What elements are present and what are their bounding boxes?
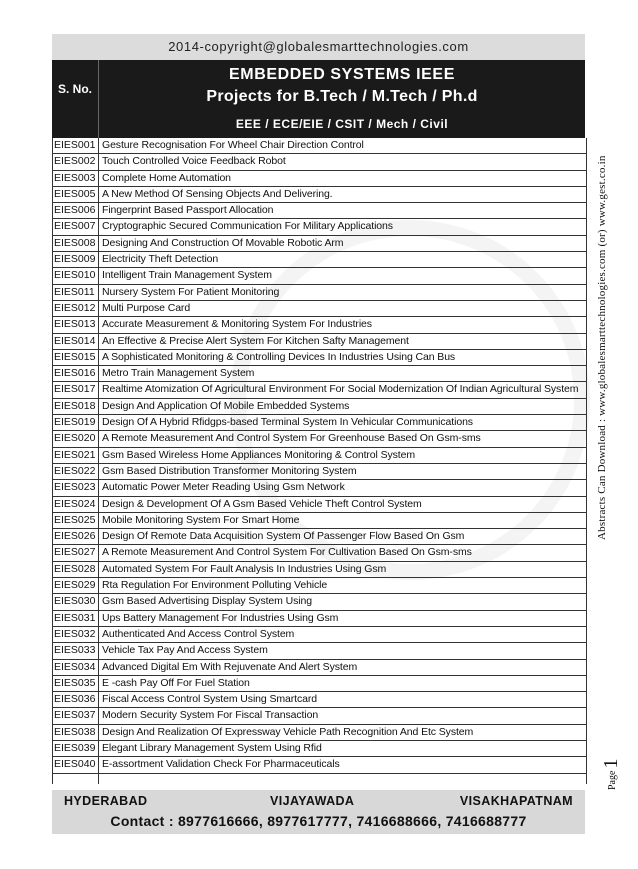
project-code: EIES011: [53, 285, 99, 300]
table-row: [53, 219, 586, 235]
project-title: Elegant Library Management System Using Rfid: [102, 741, 322, 754]
project-title: Gsm Based Distribution Transformer Monitoring System: [102, 464, 357, 477]
project-title: Design Of A Hybrid Rfidgps-based Terminal System In Vehicular Communications: [102, 416, 473, 429]
project-title: Rta Regulation For Environment Polluting Vehicle: [102, 579, 328, 592]
project-title: Gesture Recognisation For Wheel Chair Direction Control: [102, 139, 364, 151]
project-title: Realtime Atomization Of Agricultural Environment For Social Modernization Of Indian Agricultural System: [102, 383, 579, 396]
table-row: [53, 643, 586, 659]
project-title: Design And Application Of Mobile Embedded Systems: [102, 399, 350, 412]
project-code: EIES024: [53, 497, 99, 512]
table-row: [53, 692, 586, 708]
table-row: [53, 497, 586, 513]
project-code: EIES014: [53, 334, 99, 349]
project-code: EIES029: [53, 578, 99, 593]
project-code: EIES012: [53, 301, 99, 316]
document-title: EMBEDDED SYSTEMS IEEE: [229, 66, 455, 83]
table-row: [53, 431, 586, 447]
table-row: [53, 741, 586, 757]
table-row: [53, 562, 586, 578]
project-title: Designing And Construction Of Movable Robotic Arm: [102, 236, 344, 249]
page-word: Page: [607, 770, 618, 790]
project-title: Cryptographic Secured Communication For Military Applications: [102, 220, 393, 233]
project-code: EIES039: [53, 741, 99, 756]
table-row: [53, 757, 586, 773]
table-row: [53, 382, 586, 398]
copyright-banner: 2014-copyright@globalesmarttechnologies.com: [52, 34, 585, 60]
project-title: Complete Home Automation: [102, 171, 231, 184]
project-title: Metro Train Management System: [102, 367, 255, 380]
project-code: EIES015: [53, 350, 99, 365]
project-title: Automated System For Fault Analysis In Industries Using Gsm: [102, 562, 387, 575]
project-code: EIES007: [53, 219, 99, 234]
project-code: EIES020: [53, 431, 99, 446]
project-title: Gsm Based Wireless Home Appliances Monitoring & Control System: [102, 448, 416, 461]
project-title: Touch Controlled Voice Feedback Robot: [102, 155, 286, 168]
table-row: [53, 350, 586, 366]
page-number-label: [600, 730, 623, 790]
city-visakhapatnam: VISAKHAPATNAM: [459, 794, 573, 808]
project-code: EIES008: [53, 236, 99, 251]
table-row: [53, 464, 586, 480]
project-code: EIES028: [53, 562, 99, 577]
table-row-blank: [53, 774, 586, 784]
project-title: Electricity Theft Detection: [102, 253, 219, 266]
document-subtitle: Projects for B.Tech / M.Tech / Ph.d: [206, 88, 478, 105]
project-code: EIES013: [53, 317, 99, 332]
project-code: EIES001: [53, 138, 99, 153]
project-code: EIES027: [53, 545, 99, 560]
table-row: [53, 513, 586, 529]
branches-line: EEE / ECE/EIE / CSIT / Mech / Civil: [235, 117, 449, 131]
table-row: [53, 708, 586, 724]
table-row: [53, 252, 586, 268]
table-row: [53, 301, 586, 317]
table-row: [53, 366, 586, 382]
table-row: [53, 317, 586, 333]
table-row: [53, 399, 586, 415]
table-row: [53, 725, 586, 741]
sno-column-header: S. No.: [57, 82, 92, 96]
table-row: [53, 660, 586, 676]
project-code: EIES006: [53, 203, 99, 218]
table-row: [53, 611, 586, 627]
project-title: Design & Development Of A Gsm Based Vehicle Theft Control System: [102, 497, 422, 510]
project-title: A New Method Of Sensing Objects And Delivering.: [102, 187, 333, 200]
project-code: EIES021: [53, 448, 99, 463]
table-row: [53, 627, 586, 643]
project-title: Vehicle Tax Pay And Access System: [102, 644, 268, 657]
project-title: Authenticated And Access Control System: [102, 627, 295, 640]
project-code: EIES026: [53, 529, 99, 544]
page-number: 1: [600, 758, 622, 769]
project-title: Automatic Power Meter Reading Using Gsm Network: [102, 481, 345, 494]
project-code: EIES035: [53, 676, 99, 691]
contact-numbers: Contact : 8977616666, 8977617777, 7416688666, 7416688777: [110, 813, 527, 829]
project-title: Mobile Monitoring System For Smart Home: [102, 513, 300, 526]
project-title: Fiscal Access Control System Using Smartcard: [102, 693, 317, 706]
table-row: [53, 171, 586, 187]
table-row: [53, 334, 586, 350]
project-title-empty: [99, 774, 586, 784]
project-title: Design Of Remote Data Acquisition System Of Passenger Flow Based On Gsm: [102, 530, 465, 543]
table-row: [53, 187, 586, 203]
project-title: E -cash Pay Off For Fuel Station: [102, 676, 250, 689]
city-hyderabad: HYDERABAD: [64, 794, 148, 808]
table-row: [53, 594, 586, 610]
table-row: [53, 545, 586, 561]
project-title: An Effective & Precise Alert System For Kitchen Safty Management: [102, 334, 409, 347]
project-title: Accurate Measurement & Monitoring System For Industries: [102, 318, 372, 331]
project-code-empty: [53, 774, 99, 784]
project-code: EIES002: [53, 154, 99, 169]
project-code: EIES022: [53, 464, 99, 479]
table-row: [53, 203, 586, 219]
project-title: Ups Battery Management For Industries Using Gsm: [102, 611, 339, 624]
project-title: Multi Purpose Card: [102, 301, 191, 314]
project-title: Design And Realization Of Expressway Vehicle Path Recognition And Etc System: [102, 725, 474, 738]
project-code: EIES010: [53, 268, 99, 283]
table-row: [53, 154, 586, 170]
project-code: EIES018: [53, 399, 99, 414]
table-row: [53, 268, 586, 284]
project-code: EIES038: [53, 725, 99, 740]
project-code: EIES005: [53, 187, 99, 202]
project-code: EIES040: [53, 757, 99, 772]
project-code: EIES019: [53, 415, 99, 430]
table-row: [53, 448, 586, 464]
table-row: [53, 285, 586, 301]
project-code: EIES003: [53, 171, 99, 186]
project-title: A Remote Measurement And Control System For Greenhouse Based On Gsm-sms: [102, 432, 481, 445]
project-code: EIES023: [53, 480, 99, 495]
project-code: EIES017: [53, 382, 99, 397]
project-title: Intelligent Train Management System: [102, 269, 272, 282]
project-code: EIES032: [53, 627, 99, 642]
project-title: A Remote Measurement And Control System For Cultivation Based On Gsm-sms: [102, 546, 472, 559]
project-code: EIES025: [53, 513, 99, 528]
download-side-text: Abstracts Can Download : www.globalesmarttechnologies.com (or) www.gest.co.in: [596, 155, 608, 540]
project-code: EIES031: [53, 611, 99, 626]
table-row: [53, 138, 586, 154]
project-title: Modern Security System For Fiscal Transaction: [102, 709, 319, 722]
table-row: [53, 529, 586, 545]
project-code: EIES036: [53, 692, 99, 707]
project-code: EIES016: [53, 366, 99, 381]
projects-table: [52, 138, 587, 784]
project-code: EIES034: [53, 660, 99, 675]
project-title: E-assortment Validation Check For Pharmaceuticals: [102, 758, 340, 771]
table-row: [53, 415, 586, 431]
table-header: [52, 60, 585, 138]
project-title: A Sophisticated Monitoring & Controlling Devices In Industries Using Can Bus: [102, 350, 456, 363]
table-row: [53, 578, 586, 594]
project-code: EIES033: [53, 643, 99, 658]
project-title: Gsm Based Advertising Display System Using: [102, 595, 312, 608]
footer-banner: [52, 790, 585, 834]
table-row: [53, 236, 586, 252]
project-code: EIES030: [53, 594, 99, 609]
table-row: [53, 676, 586, 692]
project-title: Advanced Digital Em With Rejuvenate And Alert System: [102, 660, 358, 673]
project-title: Nursery System For Patient Monitoring: [102, 285, 280, 298]
project-code: EIES037: [53, 708, 99, 723]
project-title: Fingerprint Based Passport Allocation: [102, 204, 274, 217]
project-code: EIES009: [53, 252, 99, 267]
table-row: [53, 480, 586, 496]
city-vijayawada: VIJAYAWADA: [270, 794, 355, 808]
